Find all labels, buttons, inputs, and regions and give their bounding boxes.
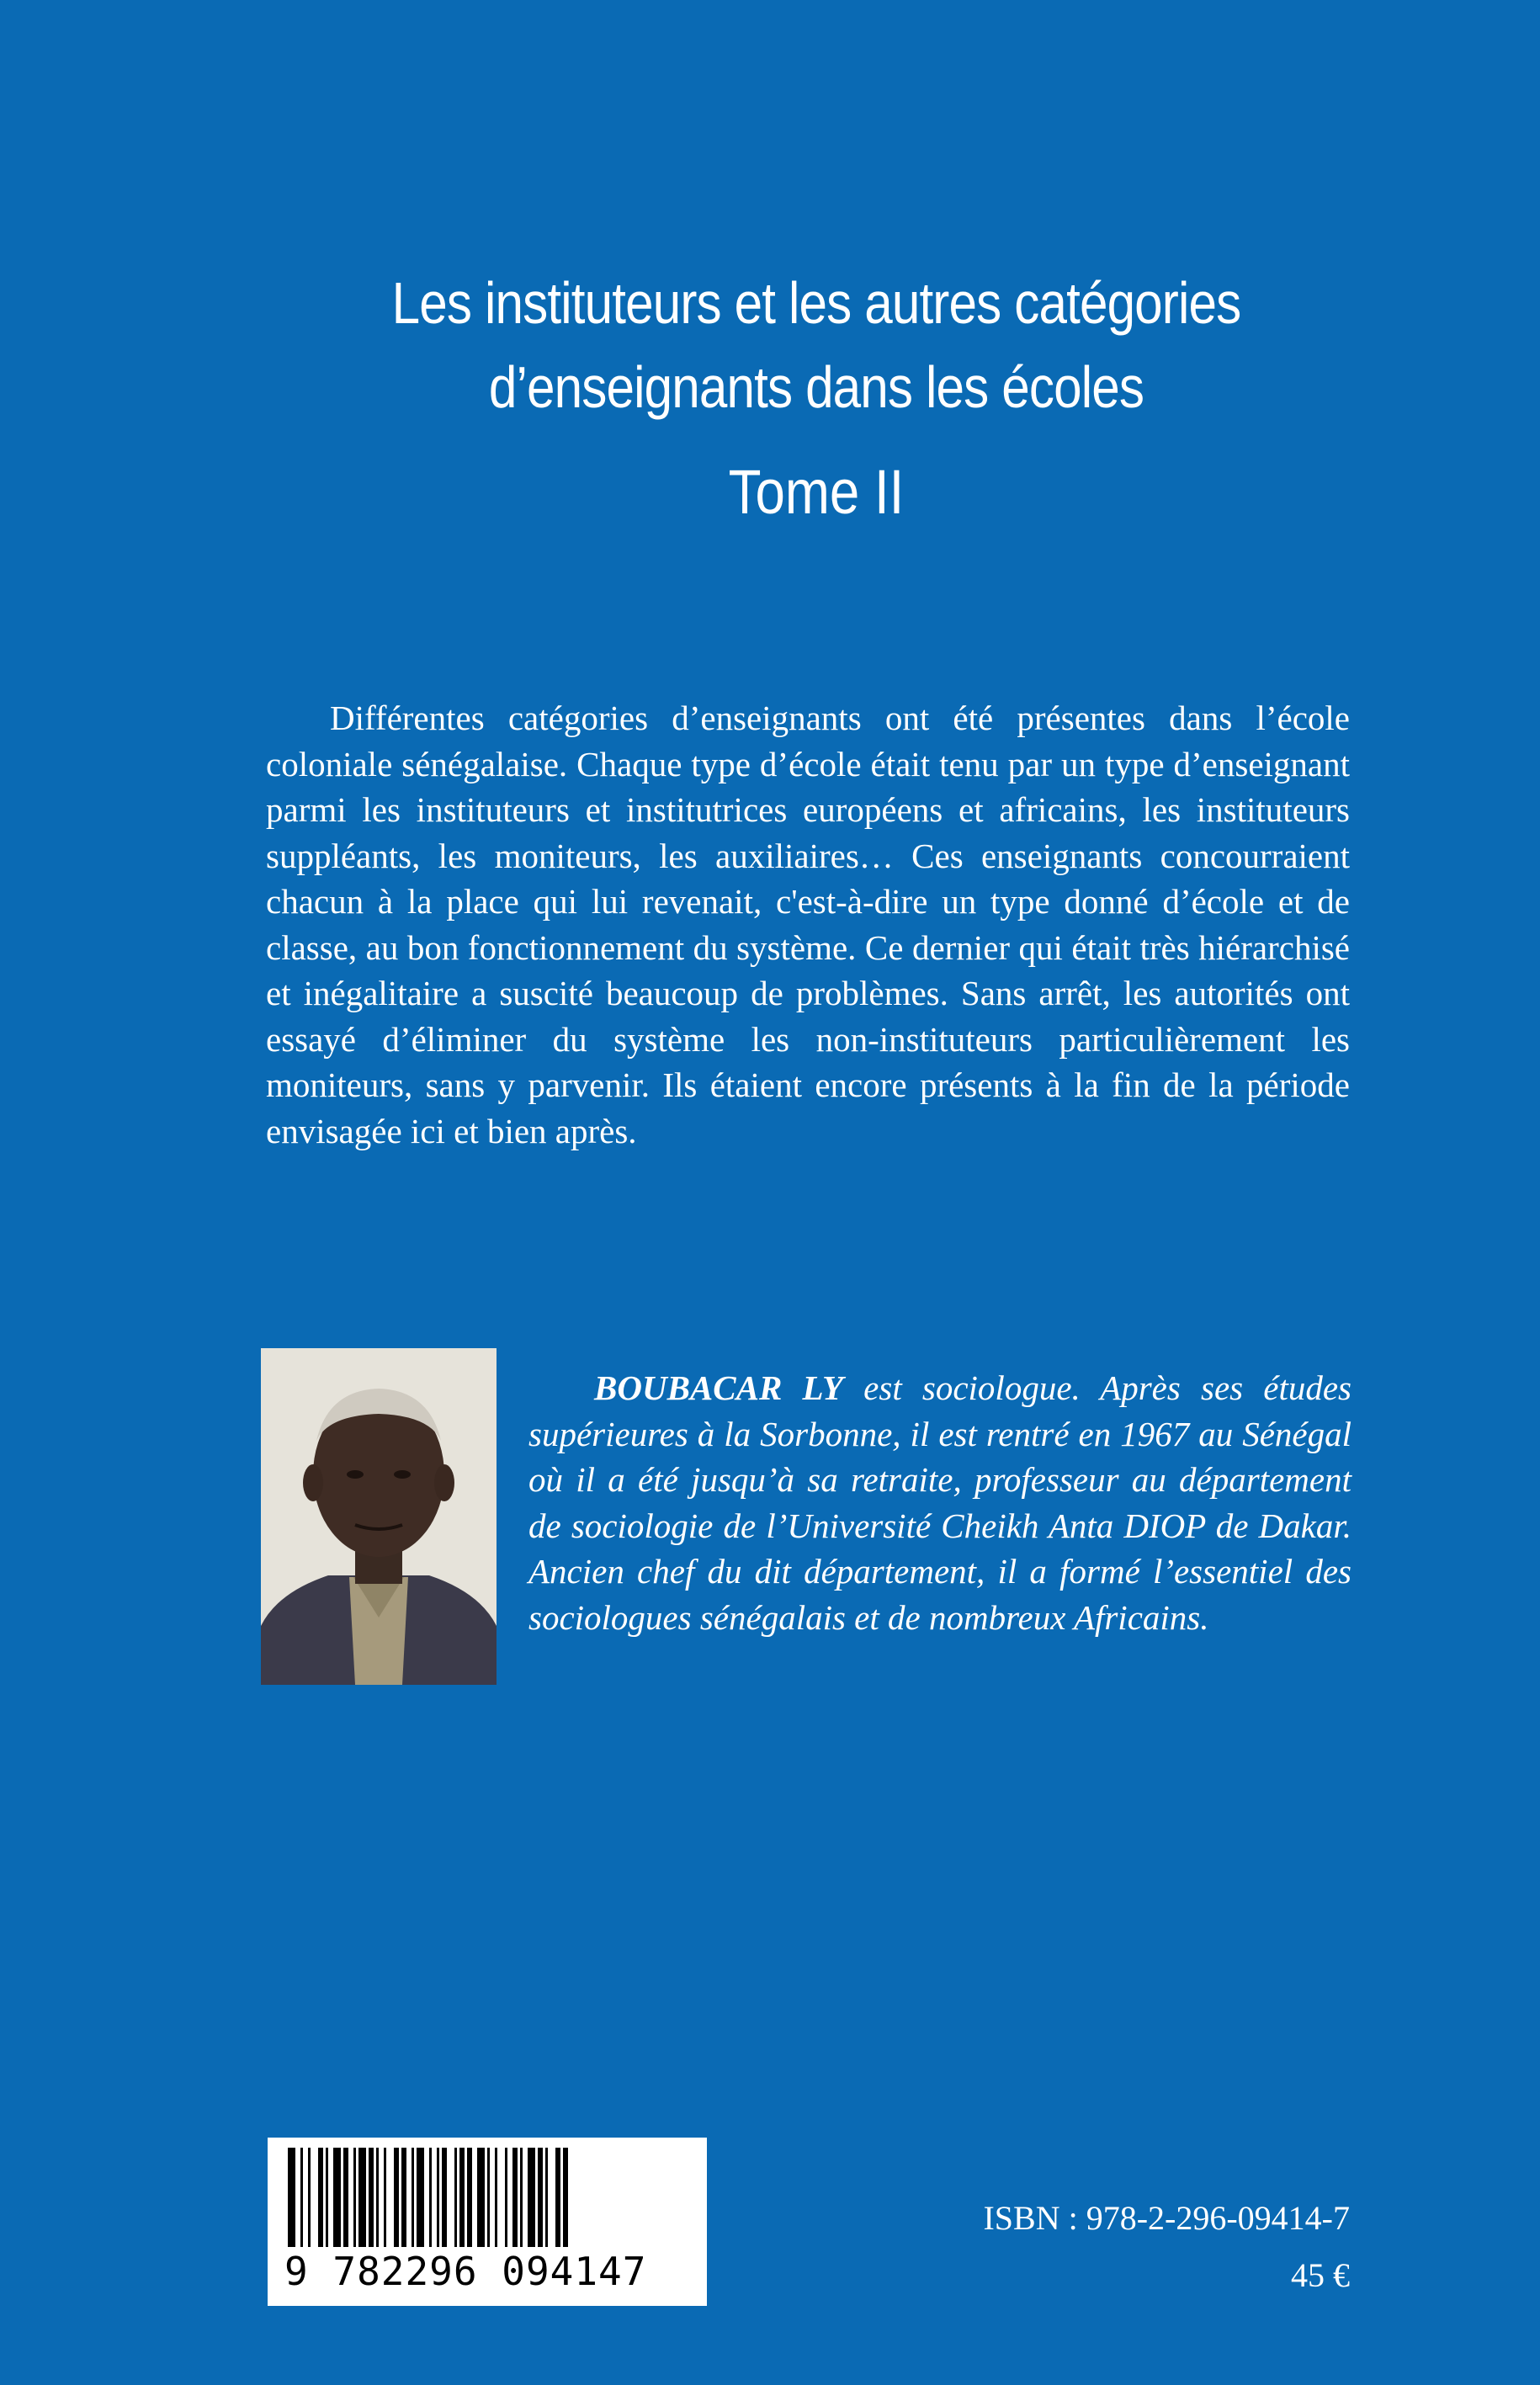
book-summary: Différentes catégories d’enseignants ont été présentes dans l’école coloniale sénégalaise. Chaque type d’école était tenu par un type d’enseignant parmi les instituteurs et institutrices européens et africains, les instituteurs suppléants, les moniteurs, les auxiliaires… Ces enseignants concourraient chacun à la place qui lui revenait, c'est-à-dire un type donné d’école et de classe, au bon fonctionnement du système. Ce dernier qui était très hiérarchisé et inégalitaire a suscité beaucoup de problèmes. Sans arrêt, les autorités ont essayé d’éliminer du système les non-instituteurs particulièrement les moniteurs, sans y parvenir. Ils étaient encore présents à la fin de la période envisagée ici et bien après.: [266, 699, 1350, 1150]
author-bio: [528, 1365, 1351, 1640]
barcode-bar: [288, 2148, 295, 2247]
author-portrait-icon: [261, 1348, 497, 1685]
barcode-bar: [505, 2148, 507, 2247]
price: 45 €: [1291, 2256, 1350, 2294]
barcode-bar: [528, 2148, 535, 2247]
barcode-bar: [358, 2148, 366, 2247]
barcode-bar: [376, 2148, 379, 2247]
barcode-bar: [429, 2148, 432, 2247]
barcode-bar: [333, 2148, 341, 2247]
author-bio-text: est sociologue. Après ses études supérieures à la Sorbonne, il est rentré en 1967 au Sénégal où il a été jusqu’à sa retraite, professeur au département de sociologie de l’Université Cheikh Anta DIOP de Dakar. Ancien chef du dit département, il a formé l’essentiel des sociologues sénégalais et de nombreux Africains.: [528, 1368, 1351, 1637]
barcode-bar: [555, 2148, 560, 2247]
isbn: ISBN : 978-2-296-09414-7: [983, 2199, 1350, 2237]
barcode-bar: [394, 2148, 399, 2247]
barcode-bar: [343, 2148, 348, 2247]
barcode-bar: [545, 2148, 548, 2247]
barcode-digits: 9 782296 094147: [284, 2249, 647, 2294]
title-line-1: Les instituteurs et les autres catégories: [391, 270, 1241, 336]
barcode-bar: [467, 2148, 472, 2247]
barcode-bar: [495, 2148, 497, 2247]
barcode-bar: [477, 2148, 485, 2247]
barcode-bar: [369, 2148, 374, 2247]
barcode-bar: [538, 2148, 543, 2247]
barcode: [268, 2138, 707, 2306]
barcode-bar: [437, 2148, 439, 2247]
barcode-bar: [487, 2148, 490, 2247]
barcode-bar: [459, 2148, 465, 2247]
barcode-bar: [300, 2148, 303, 2247]
barcode-bar: [353, 2148, 356, 2247]
barcode-bar: [563, 2148, 568, 2247]
barcode-bar: [454, 2148, 457, 2247]
barcode-bars: [288, 2148, 687, 2247]
barcode-bar: [326, 2148, 328, 2247]
barcode-bar: [417, 2148, 424, 2247]
barcode-bar: [401, 2148, 406, 2247]
book-title: [210, 261, 1422, 539]
barcode-bar: [512, 2148, 518, 2247]
barcode-bar: [412, 2148, 414, 2247]
title-line-2: d’enseignants dans les écoles: [488, 354, 1144, 420]
barcode-bar: [384, 2148, 386, 2247]
barcode-bar: [442, 2148, 447, 2247]
volume-label: Tome II: [728, 457, 905, 527]
barcode-bar: [520, 2148, 523, 2247]
barcode-bar: [308, 2148, 311, 2247]
author-name: BOUBACAR LY: [594, 1368, 844, 1407]
barcode-bar: [318, 2148, 323, 2247]
